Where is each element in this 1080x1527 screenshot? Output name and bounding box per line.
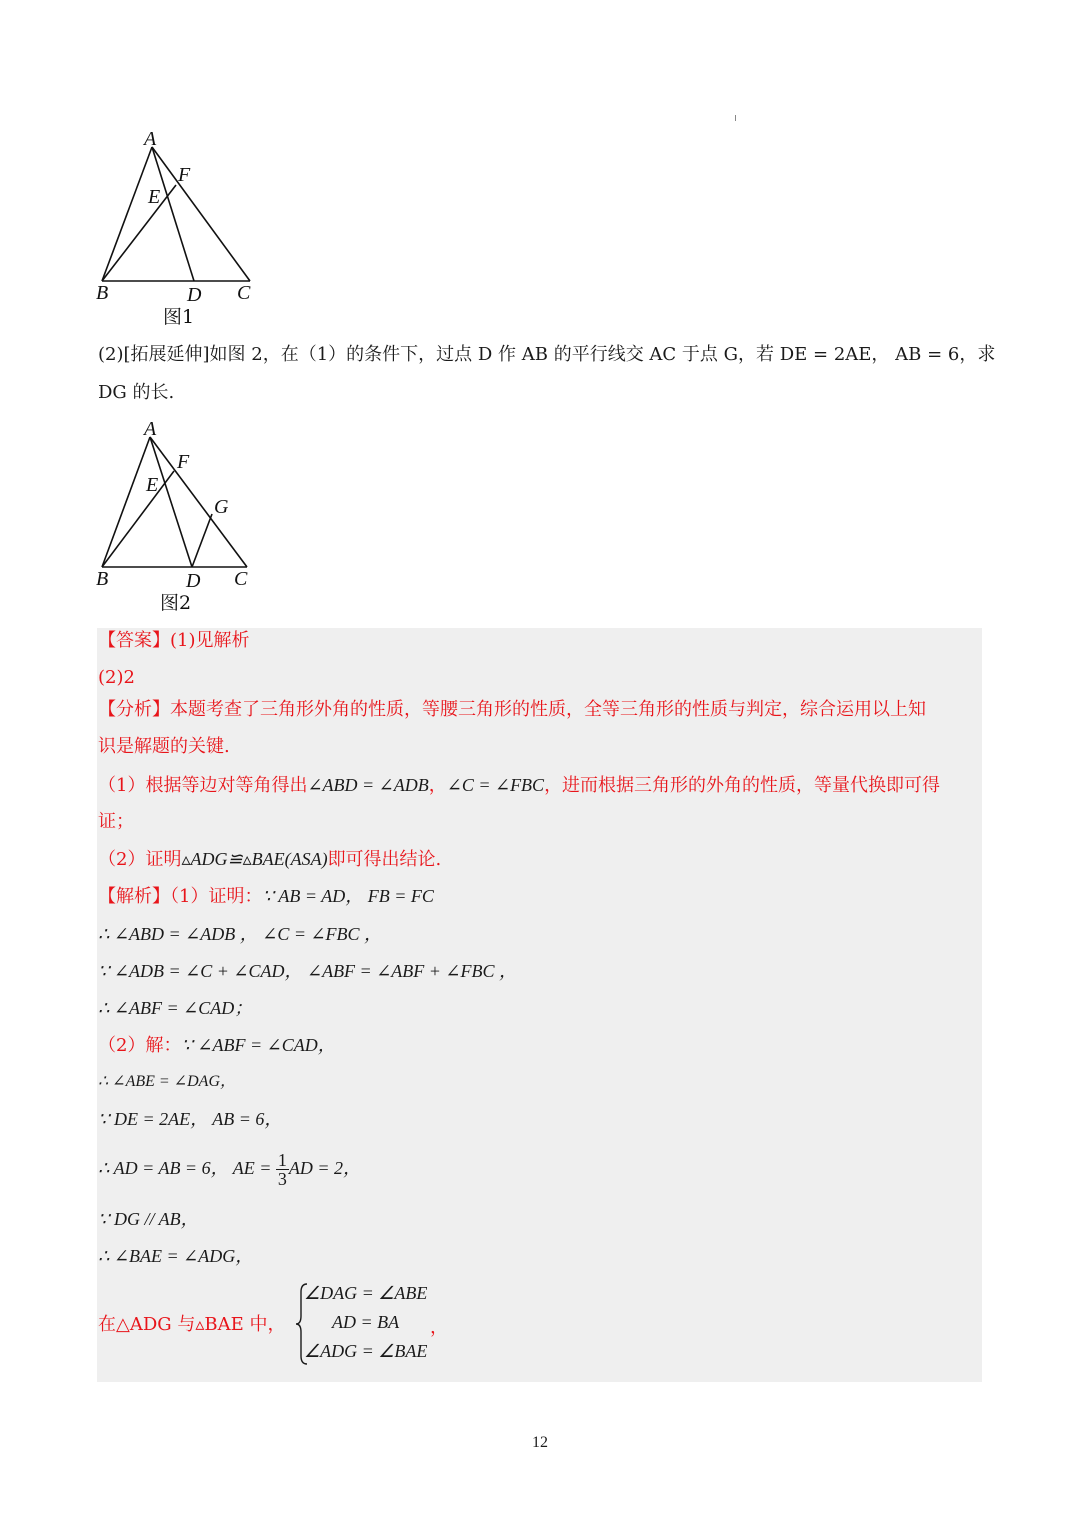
fig1-label-f: F [178, 164, 191, 186]
solution-8-text-a: ∴ AD = AB = 6， AE = [98, 1158, 276, 1178]
fig2-label-f: F [177, 451, 190, 473]
solution-line-7: ∵ DE = 2AE， AB = 6， [98, 1109, 283, 1129]
solution-line-9: ∵ DG // AB， [98, 1209, 199, 1229]
analysis-p1-math-2: ∠C = ∠FBC [446, 775, 545, 795]
fig2-label-a: A [144, 418, 157, 440]
analysis-label: 【分析】 [98, 699, 170, 720]
analysis-p1-text-a: （1）根据等边对等角得出 [98, 775, 308, 796]
fig2-caption: 图2 [160, 592, 192, 614]
solution-1-math: ∵ AB = AD， FB = FC [262, 886, 434, 906]
figure-1 [90, 125, 290, 330]
answer-line [98, 629, 250, 653]
answer-part-1: (1)见解析 [170, 630, 250, 651]
analysis-p1-text-c: ，进而根据三角形的外角的性质，等量代换即可得 [544, 775, 941, 796]
analysis-line-1 [98, 698, 926, 722]
solution-line-8 [98, 1148, 361, 1188]
stray-mark [735, 115, 736, 121]
analysis-p2-text-a: （2）证明 [98, 849, 182, 870]
fig1-caption: 图1 [163, 306, 195, 328]
answer-part-2: (2)2 [98, 667, 135, 688]
fig2-label-e: E [146, 474, 159, 496]
system-eq-2: AD = BA [332, 1312, 400, 1332]
solution-5-text: （2）解： [98, 1035, 182, 1056]
analysis-p1-text-b: ， [428, 775, 447, 796]
solution-line-6: ∴ ∠ABE = ∠DAG， [98, 1073, 236, 1090]
fig1-label-e: E [148, 186, 161, 208]
fig2-label-d: D [186, 570, 201, 592]
solution-8-text-b: AD = 2， [288, 1158, 362, 1178]
fig2-label-b: B [96, 568, 109, 590]
analysis-point-2 [98, 847, 441, 872]
analysis-p1-math-1: ∠ABD = ∠ADB [307, 775, 429, 795]
solution-1-text: （1）证明： [170, 886, 263, 907]
solution-line-11: 在△ADG 与▵BAE 中， [98, 1314, 286, 1335]
figure-2 [90, 415, 290, 615]
fraction-denominator: 3 [277, 1169, 287, 1190]
fig1-label-a: A [144, 128, 157, 150]
analysis-p1-text-d: 证； [98, 811, 134, 832]
question-2-line-1: (2)[拓展延伸]如图 2，在（1）的条件下，过点 D 作 AB 的平行线交 AC 于点 G，若 DE = 2AE， AB = 6，求 [98, 344, 996, 365]
analysis-text-2: 识是解题的关键. [98, 736, 230, 757]
solution-line-2: ∴ ∠ABD = ∠ADB ， ∠C = ∠FBC ， [98, 924, 383, 944]
fig1-label-c: C [237, 282, 251, 304]
fig2-label-c: C [234, 568, 248, 590]
analysis-p2-math: ▵ADG≌▵BAE(ASA) [181, 849, 328, 869]
system-eq-3: ∠ADG = ∠BAE [304, 1341, 428, 1361]
fig1-label-d: D [187, 284, 202, 306]
fraction-numerator: 1 [277, 1150, 287, 1171]
fig1-label-b: B [96, 282, 109, 304]
fraction-one-third [276, 1151, 289, 1188]
solution-line-10: ∴ ∠BAE = ∠ADG， [98, 1246, 254, 1266]
analysis-text-1: 本题考查了三角形外角的性质，等腰三角形的性质，全等三角形的性质与判定，综合运用以上知 [170, 699, 926, 720]
system-comma: ， [430, 1317, 448, 1337]
solution-5-math: ∵ ∠ABF = ∠CAD， [181, 1035, 336, 1055]
analysis-point-1 [98, 773, 940, 798]
solution-line-5 [98, 1033, 336, 1058]
solution-line-3: ∵ ∠ADB = ∠C + ∠CAD， ∠ABF = ∠ABF + ∠FBC ， [98, 961, 517, 981]
question-2-line-2: DG 的长. [98, 382, 175, 403]
page-number: 12 [532, 1434, 548, 1451]
solution-label: 【解析】 [98, 886, 170, 907]
solution-line-1 [98, 884, 434, 909]
answer-label: 【答案】 [98, 630, 170, 651]
solution-line-4: ∴ ∠ABF = ∠CAD； [98, 998, 253, 1018]
fig2-label-g: G [214, 496, 229, 518]
system-eq-1: ∠DAG = ∠ABE [304, 1283, 428, 1303]
analysis-p2-text-b: 即可得出结论. [327, 849, 442, 870]
